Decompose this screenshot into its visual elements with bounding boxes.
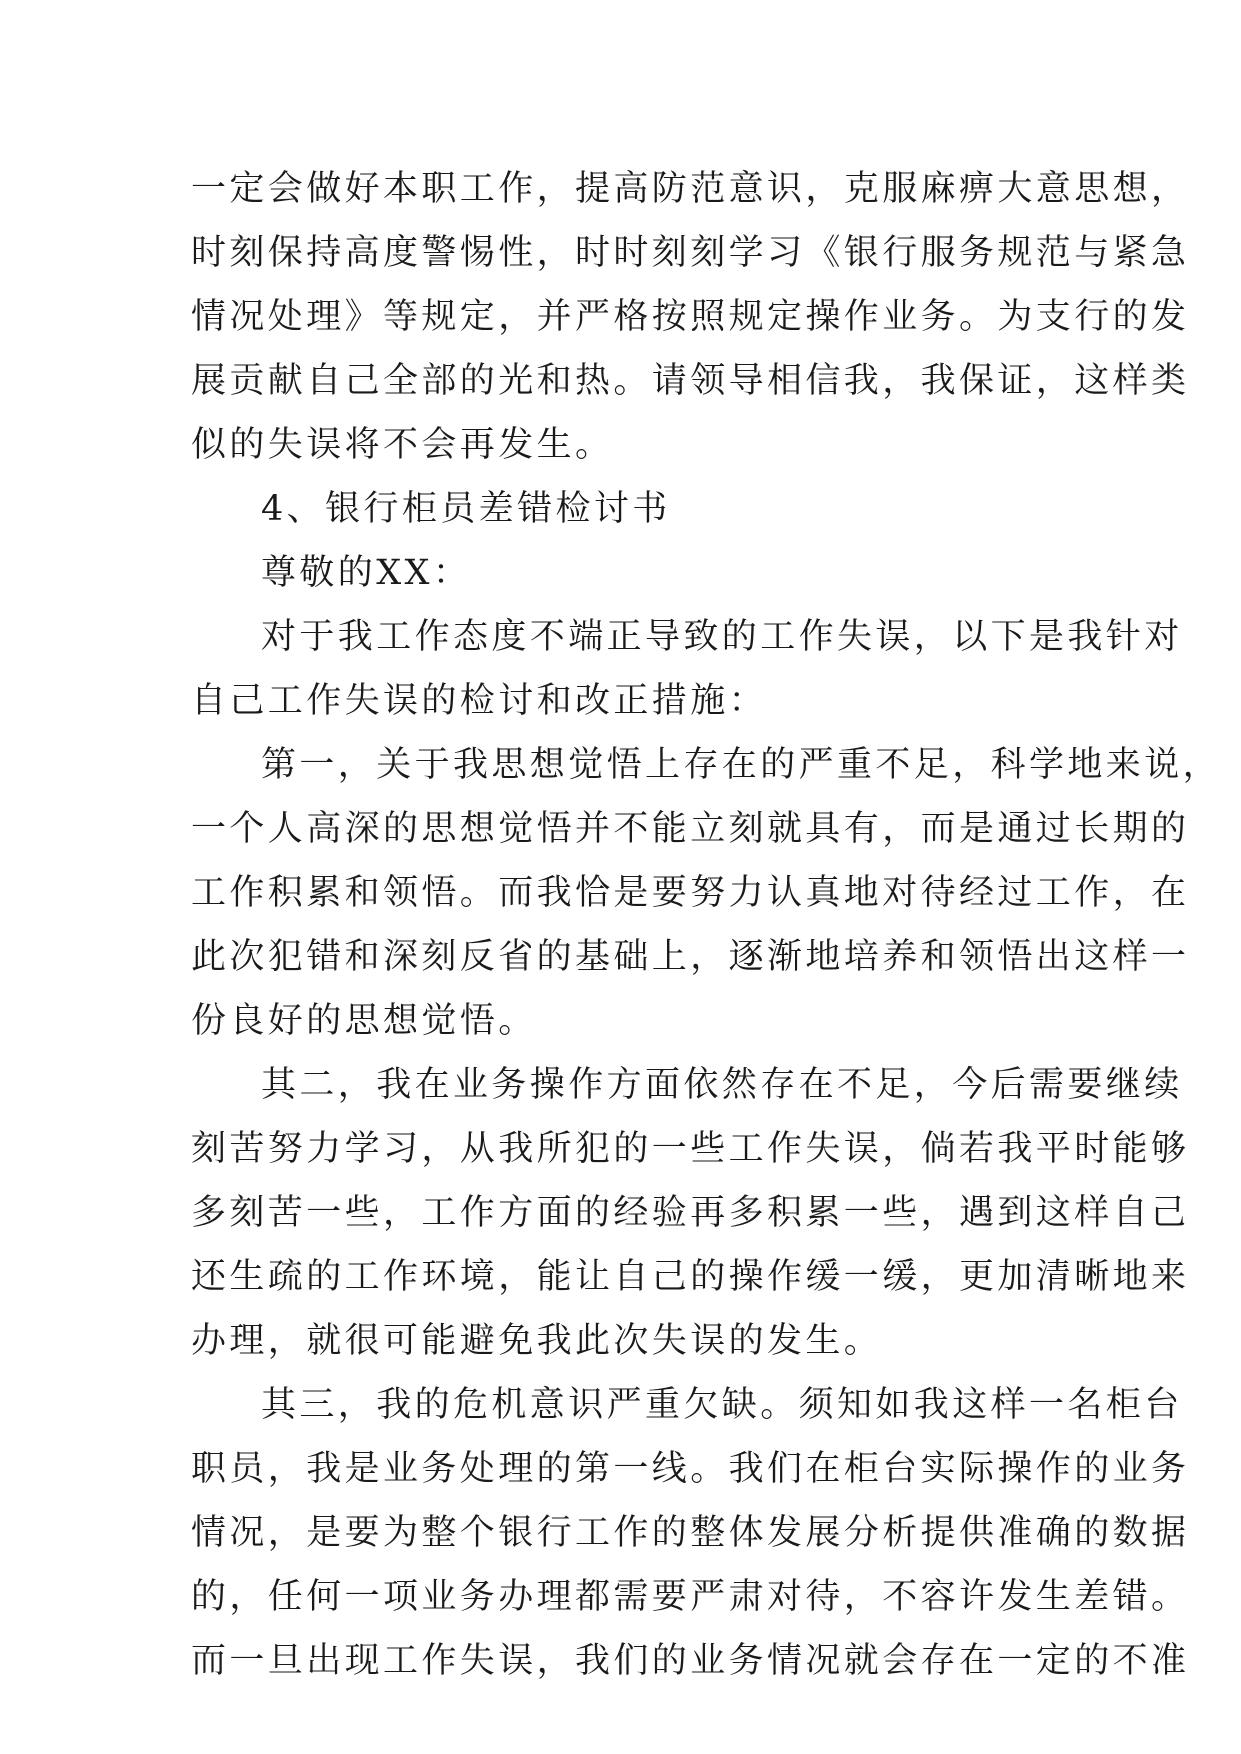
section-heading: 4、银行柜员差错检讨书 [261, 489, 671, 529]
text-line: 份良好的思想觉悟。 [191, 1001, 537, 1041]
text-line: 一定会做好本职工作，提高防范意识，克服麻痹大意思想， [191, 169, 1190, 209]
text-line: 似的失误将不会再发生。 [191, 425, 614, 465]
document-body [191, 157, 1222, 1693]
text-line: 情况处理》等规定，并严格按照规定操作业务。为支行的发 [191, 297, 1190, 337]
text-line: 其二，我在业务操作方面依然存在不足，今后需要继续 [261, 1065, 1183, 1105]
text-line: 职员，我是业务处理的第一线。我们在柜台实际操作的业务 [191, 1449, 1190, 1489]
text-line: 的，任何一项业务办理都需要严肃对待，不容许发生差错。 [191, 1577, 1190, 1617]
text-line: 多刻苦一些，工作方面的经验再多积累一些，遇到这样自己 [191, 1193, 1190, 1233]
text-line: 一个人高深的思想觉悟并不能立刻就具有，而是通过长期的 [191, 809, 1190, 849]
salutation: 尊敬的XX： [261, 553, 472, 593]
text-line: 对于我工作态度不端正导致的工作失误，以下是我针对 [261, 617, 1183, 657]
text-line: 自己工作失误的检讨和改正措施： [191, 681, 768, 721]
text-line: 而一旦出现工作失误，我们的业务情况就会存在一定的不准 [191, 1641, 1190, 1681]
text-line: 此次犯错和深刻反省的基础上，逐渐地培养和领悟出这样一 [191, 937, 1190, 977]
text-line: 第一，关于我思想觉悟上存在的严重不足，科学地来说， [261, 745, 1222, 785]
text-line: 其三，我的危机意识严重欠缺。须知如我这样一名柜台 [261, 1385, 1183, 1425]
text-line: 工作积累和领悟。而我恰是要努力认真地对待经过工作，在 [191, 873, 1190, 913]
text-line: 还生疏的工作环境，能让自己的操作缓一缓，更加清晰地来 [191, 1257, 1190, 1297]
text-line: 刻苦努力学习，从我所犯的一些工作失误，倘若我平时能够 [191, 1129, 1190, 1169]
text-line: 情况，是要为整个银行工作的整体发展分析提供准确的数据 [191, 1513, 1190, 1553]
text-line: 办理，就很可能避免我此次失误的发生。 [191, 1321, 883, 1361]
text-line: 展贡献自己全部的光和热。请领导相信我，我保证，这样类 [191, 361, 1190, 401]
text-line: 时刻保持高度警惕性，时时刻刻学习《银行服务规范与紧急 [191, 233, 1190, 273]
